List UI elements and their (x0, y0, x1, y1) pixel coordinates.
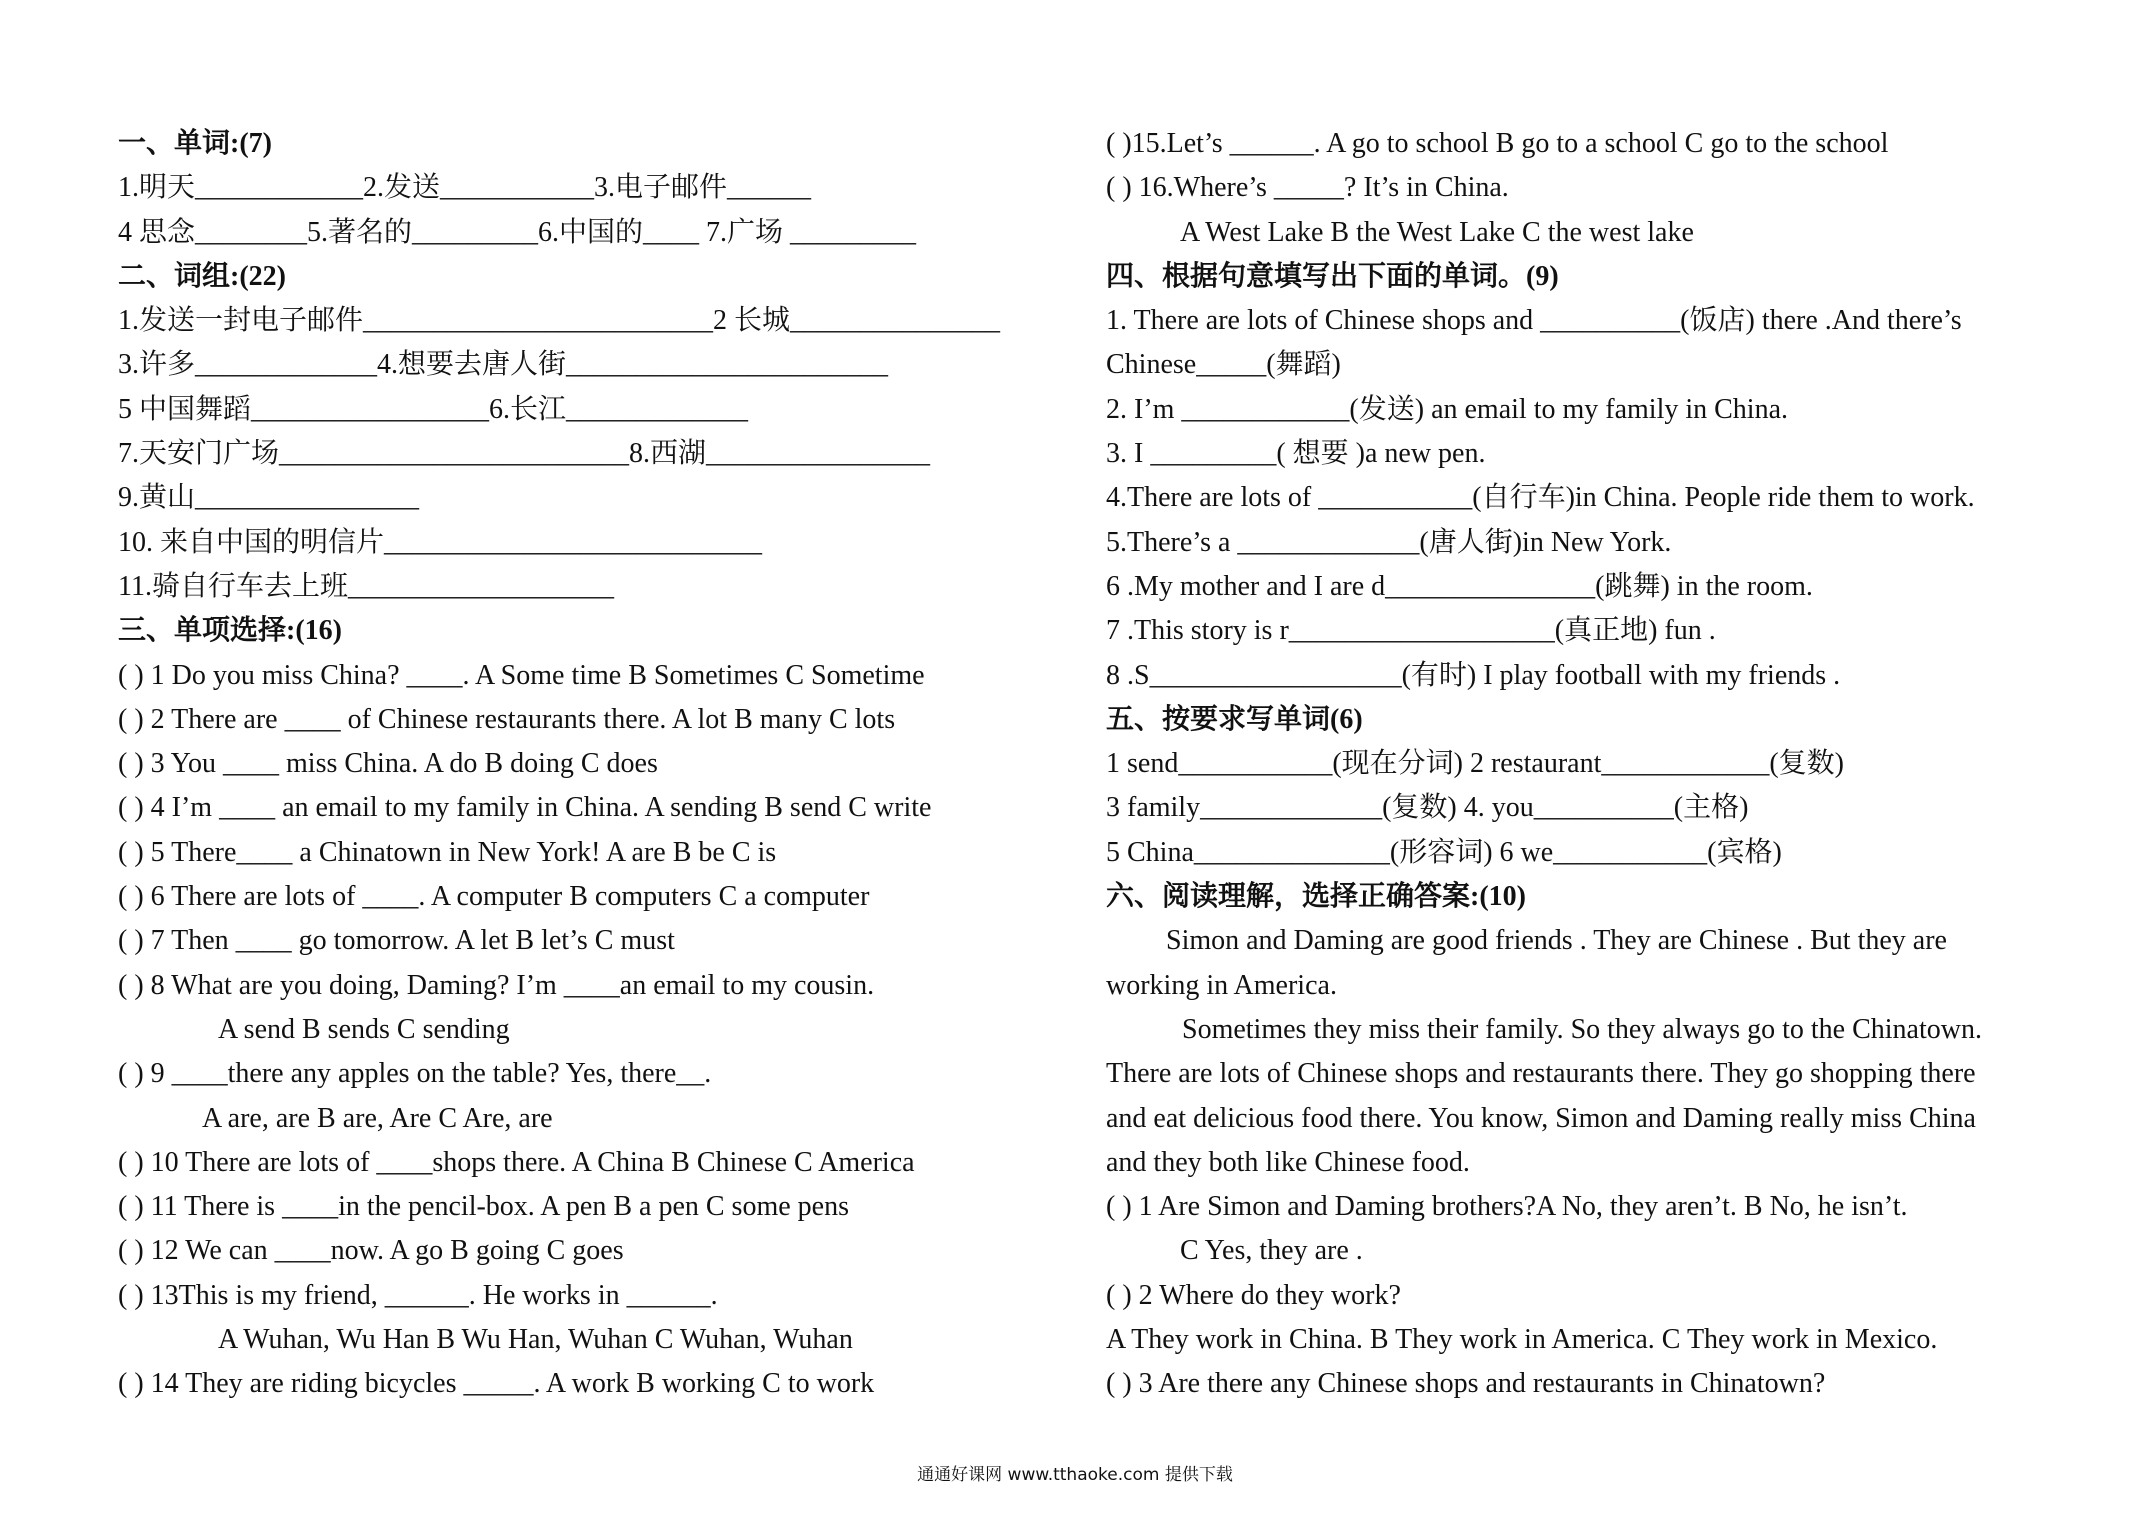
line-text: 11.骑自行车去上班___________________ (118, 570, 614, 602)
answer-paren: ( (118, 659, 128, 691)
text-line (118, 388, 1078, 432)
text-line (118, 432, 1078, 476)
reading-paragraph-line (1106, 1008, 2106, 1052)
question-line (1106, 1362, 2106, 1406)
line-text: 5 中国舞蹈_________________6.长江_____________ (118, 393, 749, 425)
text-line (1106, 742, 2106, 786)
text-line (118, 521, 1078, 565)
answer-paren: ( (118, 1235, 128, 1267)
answer-paren: ( (1106, 1368, 1116, 1400)
text-line (1106, 1141, 2106, 1185)
text-line (118, 166, 1078, 210)
question-line (118, 831, 1078, 875)
text-line (1106, 565, 2106, 609)
line-text: working in America. (1106, 969, 1337, 1001)
text-line (118, 565, 1078, 609)
line-text: There are lots of Chinese shops and restaurants there. They go shopping there (1106, 1058, 1976, 1090)
answer-paren: ( (1106, 1279, 1116, 1311)
question-line (118, 1052, 1078, 1096)
line-text: 5.There’s a _____________(唐人街)in New York. (1106, 526, 1672, 558)
line-text: ) 11 There is ____in the pencil-box. A pen B a pen C some pens (127, 1191, 849, 1223)
line-text: ) 1 Are Simon and Daming brothers?A No, they aren’t. B No, he isn’t. (1115, 1191, 1908, 1223)
line-text: Sometimes they miss their family. So they always go to the Chinatown. (1182, 1013, 1982, 1045)
line-text: ) 2 Where do they work? (1115, 1279, 1401, 1311)
question-line (1106, 1185, 2106, 1229)
text-line (118, 1008, 1078, 1052)
line-text: ) 4 I’m ____ an email to my family in China. A sending B send C write (127, 792, 932, 824)
question-line (118, 742, 1078, 786)
text-line (1106, 964, 2106, 1008)
line-text: ) 5 There____ a Chinatown in New York! A are B be C is (127, 836, 777, 868)
question-line (118, 1229, 1078, 1273)
line-text: ) 10 There are lots of ____shops there. A China B Chinese C America (127, 1146, 915, 1178)
line-text: ) 9 ____there any apples on the table? Yes, there__. (127, 1058, 712, 1090)
text-line (1106, 786, 2106, 830)
answer-paren: ( (118, 969, 128, 1001)
line-text: ) 13This is my friend, ______. He works in ______. (127, 1279, 718, 1311)
line-text: 3. I _________( 想要 )a new pen. (1106, 438, 1486, 470)
text-line (118, 299, 1078, 343)
section-heading (118, 255, 1078, 299)
answer-paren: ( (1106, 1191, 1116, 1223)
text-line (1106, 831, 2106, 875)
line-text: 四、根据句意填写出下面的单词。(9) (1106, 260, 1559, 292)
line-text: A West Lake B the West Lake C the west lake (1180, 216, 1694, 248)
line-text: ) 8 What are you doing, Daming? I’m ____an email to my cousin. (127, 969, 875, 1001)
answer-paren: ( (118, 1368, 128, 1400)
reading-paragraph-line (1106, 919, 2106, 963)
line-text: 5 China______________(形容词) 6 we___________(宾格) (1106, 836, 1782, 868)
line-text: ) 7 Then ____ go tomorrow. A let B let’s C must (127, 925, 675, 957)
left-column (118, 122, 1078, 1407)
answer-paren: ( (118, 748, 128, 780)
question-line (118, 786, 1078, 830)
line-text: 1.明天____________2.发送___________3.电子邮件______ (118, 172, 812, 204)
line-text: 6 .My mother and I are d_______________(跳舞) in the room. (1106, 570, 1813, 602)
text-line (118, 211, 1078, 255)
text-line (1106, 1097, 2106, 1141)
line-text: and they both like Chinese food. (1106, 1146, 1470, 1178)
line-text: 7 .This story is r___________________(真正地) fun . (1106, 615, 1716, 647)
question-line (1106, 166, 2106, 210)
line-text: ) 14 They are riding bicycles _____. A work B working C to work (127, 1368, 875, 1400)
text-line (1106, 211, 2106, 255)
question-line (118, 1141, 1078, 1185)
text-line (118, 1097, 1078, 1141)
line-text: A are, are B are, Are C Are, are (202, 1102, 553, 1134)
question-line (118, 919, 1078, 963)
question-line (118, 1185, 1078, 1229)
section-heading (118, 609, 1078, 653)
line-text: C Yes, they are . (1180, 1235, 1363, 1267)
question-line (1106, 122, 2106, 166)
text-line (1106, 299, 2106, 343)
answer-paren: ( (118, 792, 128, 824)
line-text: 1.发送一封电子邮件_________________________2 长城_______________ (118, 305, 1001, 337)
text-line (1106, 609, 2106, 653)
question-line (118, 698, 1078, 742)
line-text: 1 send___________(现在分词) 2 restaurant____________(复数) (1106, 748, 1845, 780)
answer-paren: ( (118, 703, 128, 735)
text-line (1106, 343, 2106, 387)
text-line (118, 343, 1078, 387)
text-line (1106, 1318, 2106, 1362)
line-text: 9.黄山________________ (118, 482, 420, 514)
footer-credit: 通通好课网 www.tthaoke.com 提供下载 (917, 1465, 1233, 1485)
line-text: Chinese_____(舞蹈) (1106, 349, 1341, 381)
section-heading (1106, 875, 2106, 919)
line-text: 三、单项选择:(16) (118, 615, 342, 647)
text-line (1106, 1052, 2106, 1096)
question-line (1106, 1274, 2106, 1318)
right-column (1106, 122, 2106, 1407)
text-line (118, 476, 1078, 520)
line-text: )15.Let’s ______. A go to school B go to a school C go to the school (1115, 128, 1889, 159)
line-text: ) 3 You ____ miss China. A do B doing C does (127, 748, 658, 780)
line-text: Simon and Daming are good friends . They are Chinese . But they are (1166, 925, 1947, 957)
line-text: and eat delicious food there. You know, Simon and Daming really miss China (1106, 1102, 1976, 1134)
line-text: A They work in China. B They work in America. C They work in Mexico. (1106, 1324, 1938, 1356)
answer-paren: ( (1106, 128, 1116, 159)
answer-paren: ( (118, 1191, 128, 1223)
answer-paren: ( (118, 1146, 128, 1178)
line-text: ) 2 There are ____ of Chinese restaurants there. A lot B many C lots (127, 703, 896, 735)
line-text: 4.There are lots of ___________(自行车)in China. People ride them to work. (1106, 482, 1975, 514)
line-text: 4 思念________5.著名的_________6.中国的____ 7.广场 _________ (118, 216, 917, 248)
text-line (1106, 388, 2106, 432)
line-text: 3.许多_____________4.想要去唐人街_______________________ (118, 349, 889, 381)
section-heading (118, 122, 1078, 166)
answer-paren: ( (118, 925, 128, 957)
text-line (1106, 521, 2106, 565)
text-line (1106, 654, 2106, 698)
line-text: ) 3 Are there any Chinese shops and restaurants in Chinatown? (1115, 1368, 1826, 1400)
question-line (118, 1274, 1078, 1318)
question-line (118, 964, 1078, 1008)
answer-paren: ( (1106, 172, 1116, 204)
line-text: ) 16.Where’s _____? It’s in China. (1115, 172, 1509, 204)
text-line (118, 1318, 1078, 1362)
line-text: ) 6 There are lots of ____. A computer B computers C a computer (127, 881, 870, 913)
line-text: 3 family_____________(复数) 4. you__________(主格) (1106, 792, 1749, 824)
line-text: 一、单词:(7) (118, 128, 272, 159)
text-line (1106, 1229, 2106, 1273)
line-text: ) 12 We can ____now. A go B going C goes (127, 1235, 624, 1267)
question-line (118, 654, 1078, 698)
line-text: 10. 来自中国的明信片___________________________ (118, 526, 763, 558)
line-text: 六、阅读理解，选择正确答案:(10) (1106, 881, 1526, 913)
question-line (118, 875, 1078, 919)
text-line (1106, 432, 2106, 476)
line-text: 7.天安门广场_________________________8.西湖________________ (118, 438, 931, 470)
line-text: 五、按要求写单词(6) (1106, 703, 1363, 735)
answer-paren: ( (118, 1058, 128, 1090)
line-text: 2. I’m ____________(发送) an email to my family in China. (1106, 393, 1789, 425)
answer-paren: ( (118, 836, 128, 868)
line-text: A send B sends C sending (218, 1013, 510, 1045)
text-line (1106, 476, 2106, 520)
question-line (118, 1362, 1078, 1406)
line-text: A Wuhan, Wu Han B Wu Han, Wuhan C Wuhan, Wuhan (218, 1324, 853, 1356)
line-text: 二、词组:(22) (118, 260, 286, 292)
answer-paren: ( (118, 881, 128, 913)
line-text: 1. There are lots of Chinese shops and __________(饭店) there .And there’s (1106, 305, 1962, 337)
line-text: ) 1 Do you miss China? ____. A Some time B Sometimes C Sometime (127, 659, 925, 691)
answer-paren: ( (118, 1279, 128, 1311)
section-heading (1106, 255, 2106, 299)
line-text: 8 .S__________________(有时) I play football with my friends . (1106, 659, 1841, 691)
section-heading (1106, 698, 2106, 742)
